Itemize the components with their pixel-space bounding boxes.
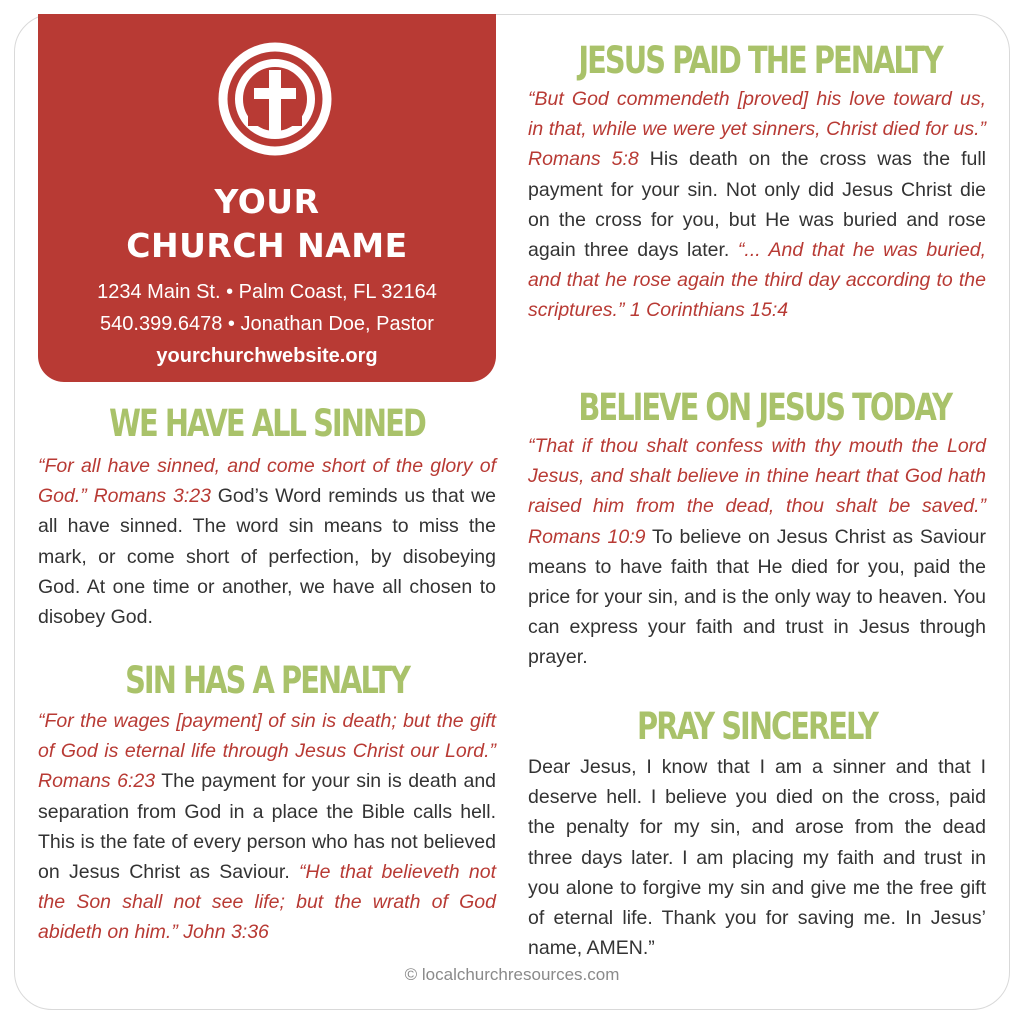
- church-contact: [38, 276, 496, 372]
- church-name-line1: YOUR: [214, 182, 320, 221]
- section-heading: BELIEVE ON JESUS TODAY: [578, 386, 952, 429]
- section-believe-on-jesus-today: [528, 385, 986, 673]
- section-sin-has-a-penalty: [38, 658, 496, 948]
- church-info-box: [38, 14, 496, 382]
- section-jesus-paid-the-penalty: [528, 38, 986, 326]
- section-text: God’s Word reminds us that we all have sinned. The word sin means to miss the mark, or come short of perfection, by disobeying God. At one time or another, we have all chosen to disobey God.: [38, 485, 497, 629]
- church-address: 1234 Main St. • Palm Coast, FL 32164: [97, 281, 437, 303]
- section-pray-sincerely: [528, 704, 986, 963]
- section-body: [38, 451, 496, 632]
- scripture-quote: “That if thou shalt confess with thy mouth the Lord Jesus, and shalt believe in thine heart that God hath raised him from the dead, thou shalt be saved.” Romans 10:9: [528, 435, 986, 548]
- church-name: [38, 180, 496, 268]
- section-body: [38, 706, 496, 948]
- scripture-quote-2: “... And that he was buried, and that he rose again the third day according to the scriptures.” 1 Corinthians 15:4: [528, 239, 986, 322]
- scripture-quote-2: “He that believeth not the Son shall not see life; but the wrath of God abideth on him.” John 3:36: [38, 861, 496, 944]
- cross-in-circle-icon: [218, 42, 332, 156]
- scripture-quote: “For all have sinned, and come short of the glory of God.” Romans 3:23: [38, 455, 496, 508]
- section-heading: JESUS PAID THE PENALTY: [578, 39, 942, 82]
- section-heading: PRAY SINCERELY: [637, 705, 877, 748]
- section-body: [528, 84, 986, 326]
- section-heading: WE HAVE ALL SINNED: [109, 402, 425, 445]
- church-name-line2: CHURCH NAME: [126, 226, 408, 265]
- prayer-text: Dear Jesus, I know that I am a sinner and that I deserve hell. I believe you died on the cross, paid the penalty for my sin, and arose from the dead three days later. I am placing my faith and trust in you alone to forgive my sin and give me the free gift of eternal life. Thank you for saving me. In Jesus’ name, AMEN.”: [528, 756, 986, 960]
- section-text: His death on the cross was the full payment for your sin. Not only did Jesus Christ die on the cross for you, but He was buried and rose again three days later.: [528, 148, 986, 262]
- section-we-have-all-sinned: [38, 401, 496, 632]
- section-body: [528, 431, 986, 673]
- section-text: To believe on Jesus Christ as Saviour means to have faith that He died for you, paid the price for your sin, and is the only way to heaven. You can express your faith and trust in Jesus through prayer.: [528, 525, 987, 669]
- section-text: The payment for your sin is death and separation from God in a place the Bible calls hell. This is the fate of every person who has not believed on Jesus Christ as Saviour.: [38, 770, 497, 884]
- scripture-quote: “For the wages [payment] of sin is death; but the gift of God is eternal life through Jesus Christ our Lord.” Romans 6:23: [38, 710, 496, 793]
- scripture-quote: “But God commendeth [proved] his love toward us, in that, while we were yet sinners, Christ died for us.” Romans 5:8: [528, 88, 986, 171]
- church-website[interactable]: yourchurchwebsite.org: [156, 345, 378, 367]
- section-heading: SIN HAS A PENALTY: [125, 659, 409, 702]
- church-phone-pastor: 540.399.6478 • Jonathan Doe, Pastor: [100, 313, 434, 335]
- copyright-footer: © localchurchresources.com: [404, 965, 620, 984]
